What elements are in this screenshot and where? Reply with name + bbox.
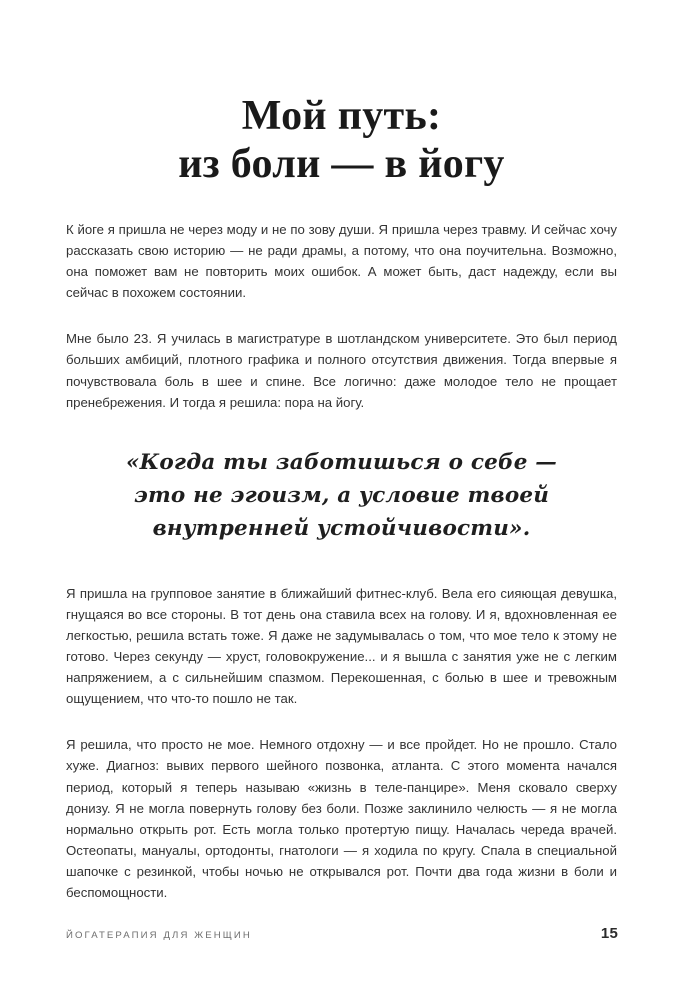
pull-quote-line-2: это не эгоизм, а условие твоей: [133, 482, 550, 508]
paragraph-studies: Мне было 23. Я училась в магистратуре в шотландском университете. Это был период больших амбиций, плотного графика и полного отсутствия движения. Тогда впервые я почувствовала боль в шее и спине. Все логично: даже молодое тело не прощает пренебрежения. И тогда я решила: пора на йогу.: [66, 331, 617, 410]
pull-quote-line-3: внутренней устойчивости».: [152, 515, 531, 541]
page-number: 15: [600, 925, 618, 942]
page-footer: [66, 925, 618, 942]
paragraph-diagnosis: Я решила, что просто не мое. Немного отдохну — и все пройдет. Но не прошло. Стало хуже. Диагноз: вывих первого шейного позвонка, атланта. С этого момента начался период, который я теперь называю «жизнь в теле-панцире». Меня сковало сверху донизу. Я не могла повернуть голову без боли. Позже заклинило челюсть — я не могла нормально открыть рот. Есть могла только протертую пищу. Началась череда врачей. Остеопаты, мануалы, ортодонты, гнатологи — я ходила по кругу. Спала в специальной шапочке с резинкой, чтобы ночью не открывался рот. Почти два года жизни в боли и беспомощности.: [66, 737, 617, 900]
paragraph-intro: К йоге я пришла не через моду и не по зову души. Я пришла через травму. И сейчас хочу рассказать свою историю — не ради драмы, а потому, что она поучительна. Возможно, она поможет вам не повторить моих ошибок. А может быть, даст надежду, если вы сейчас в похожем состоянии.: [66, 222, 617, 301]
paragraph-first-class: Я пришла на групповое занятие в ближайший фитнес-клуб. Вела его сияющая девушка, гнущаяся во все стороны. В тот день она ставила всех на голову. И я, вдохновленная ее легкостью, решила встать тоже. Я даже не задумывалась о том, что мое тело к этому не готово. Через секунду — хруст, головокружение... и я вышла с занятия уже не с легким напряжением, а с сильнейшим спазмом. Перекошенная, с болью в шее и тревожным ощущением, что что-то пошло не так.: [66, 585, 617, 707]
chapter-title-line-1: Мой путь:: [241, 93, 442, 139]
running-head: ЙОГАТЕРАПИЯ ДЛЯ ЖЕНЩИН: [66, 930, 252, 941]
pull-quote: [66, 413, 617, 551]
chapter-title: [66, 0, 617, 188]
page-content-column: [66, 0, 617, 903]
chapter-title-line-2: из боли — в йогу: [178, 141, 505, 187]
pull-quote-line-1: «Когда ты заботишься о себе —: [125, 449, 557, 475]
